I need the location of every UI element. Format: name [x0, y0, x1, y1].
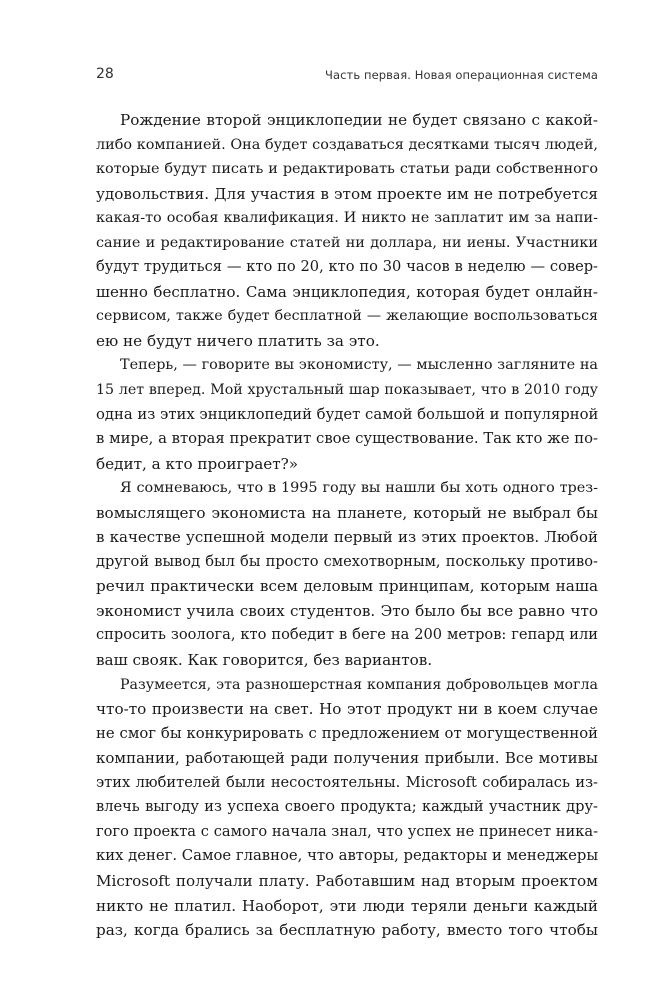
- text-line: никто не платил. Наоборот, эти люди теряли деньги каждый: [96, 896, 598, 915]
- text-line: Microsoft получали плату. Работавшим над вторым проектом: [96, 871, 598, 890]
- text-line: что-то произвести на свет. Но этот продукт ни в коем случае: [96, 700, 598, 719]
- text-line: бедит, а кто проиграет?»: [96, 454, 299, 473]
- text-line: вомыслящего экономиста на планете, который не выбрал бы: [96, 503, 598, 522]
- text-line: Разумеется, эта разношерстная компания добровольцев могла: [120, 676, 598, 693]
- text-line: ею не будут ничего платить за это.: [96, 331, 380, 350]
- text-line: ваш свояк. Как говорится, без вариантов.: [96, 651, 433, 670]
- text-line: не смог бы конкурировать с предложением от могущественной: [96, 724, 598, 742]
- body-text: [96, 108, 598, 943]
- page-header: [96, 66, 598, 88]
- text-line: Я сомневаюсь, что в 1995 году вы нашли бы хоть одного трез-: [120, 480, 598, 497]
- text-line: раз, когда брались за бесплатную работу, вместо того чтобы: [96, 921, 598, 940]
- page-number: 28: [96, 66, 114, 82]
- text-line: речил практически всем деловым принципам, которым наша: [96, 577, 598, 596]
- text-line: 15 лет вперед. Мой хрустальный шар показывает, что в 2010 году: [96, 382, 598, 399]
- text-line: будут трудиться — кто по 20, кто по 30 часов в неделю — совер-: [96, 258, 598, 276]
- text-line: которые будут писать и редактировать статьи ради собственного: [96, 161, 598, 178]
- text-line: одна из этих энциклопедий будет самой большой и популярной: [96, 405, 599, 423]
- text-line: компании, работающей ради получения прибыли. Все мотивы: [96, 749, 598, 768]
- text-line: влечь выгоду из успеха своего продукта; каждый участник дру-: [96, 798, 598, 816]
- text-line: сание и редактирование статей ни доллара, ни иены. Участники: [96, 234, 598, 251]
- running-head: Часть первая. Новая операционная система: [324, 68, 598, 82]
- text-line: другой вывод был бы просто смехотворным, поскольку противо-: [96, 552, 598, 570]
- text-line: удовольствия. Для участия в этом проекте им не потребуется: [96, 184, 598, 203]
- text-line: в качестве успешной модели первый из этих проектов. Любой: [96, 528, 598, 547]
- text-line: ких денег. Самое главное, что авторы, редакторы и менеджеры: [96, 847, 599, 865]
- text-line: гого проекта с самого начала знал, что успех не принесет ника-: [96, 822, 598, 840]
- text-line: какая-то особая квалификация. И никто не заплатит им за напи-: [96, 210, 598, 227]
- text-line: шенно бесплатно. Сама энциклопедия, которая будет онлайн-: [96, 282, 598, 301]
- text-line: спросить зоолога, кто победит в беге на 200 метров: гепард или: [96, 626, 598, 644]
- text-line: в мире, а вторая прекратит свое существование. Так кто же по-: [96, 430, 598, 448]
- text-line: этих любителей были несостоятельны. Microsoft собиралась из-: [96, 773, 598, 791]
- text-line: Рождение второй энциклопедии не будет связано с какой-: [120, 111, 598, 129]
- text-line: Теперь, — говорите вы экономисту, — мысленно загляните на: [120, 357, 598, 374]
- text-line: сервисом, также будет бесплатной — желающие воспользоваться: [96, 308, 598, 325]
- text-line: либо компанией. Она будет создаваться десятками тысяч людей,: [96, 136, 598, 153]
- text-line: экономист учила своих студентов. Это было бы все равно что: [96, 601, 598, 620]
